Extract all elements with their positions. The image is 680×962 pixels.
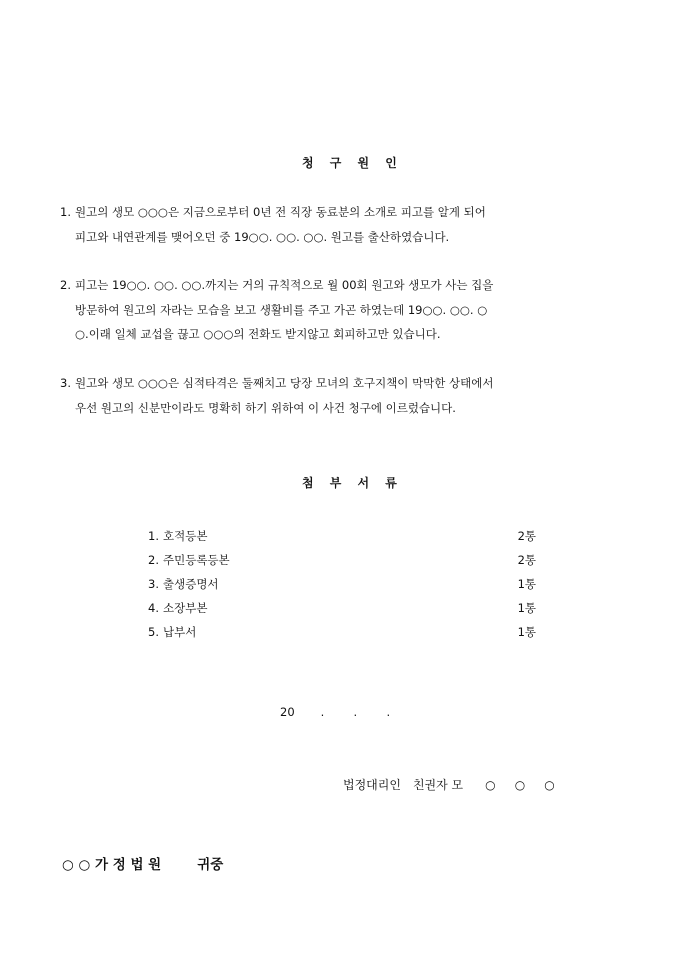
court-name: ○ ○ 가 정 법 원 <box>62 857 162 873</box>
attachment-name: 출생증명서 <box>163 577 219 591</box>
claim-paragraph-2 <box>60 273 635 347</box>
addressee-line <box>62 853 223 873</box>
attachment-item <box>148 526 536 546</box>
attachment-count: 2통 <box>517 529 536 543</box>
signer-name: ○ ○ ○ <box>485 778 555 792</box>
attachment-number: 5. <box>148 625 159 639</box>
paragraph-line: 피고는 19○○. ○○. ○○.까지는 거의 규칙적으로 월 00회 원고와 생모가 사는 집을 <box>75 278 494 292</box>
date-year-prefix: 20 <box>280 705 295 719</box>
signer-line <box>343 776 555 793</box>
paragraph-line: 방문하여 원고의 자라는 모습을 보고 생활비를 주고 가곤 하였는데 19○○. ○○. ○ <box>75 302 488 317</box>
paragraph-line: 원고와 생모 ○○○은 심적타격은 둘째치고 당장 모녀의 호구지책이 막막한 상태에서 <box>75 376 494 390</box>
attachment-count: 1통 <box>517 577 536 591</box>
paragraph-line: 피고와 내연관계를 맺어오던 중 19○○. ○○. ○○. 원고를 출산하였습니다. <box>75 229 450 244</box>
attachment-item <box>148 622 536 642</box>
date-separators: . . . <box>320 705 391 719</box>
attachment-count: 2통 <box>517 553 536 567</box>
paragraph-number: 2. <box>60 278 71 292</box>
signer-relation: 친권자 모 <box>412 778 464 792</box>
attachment-count: 1통 <box>517 601 536 615</box>
attachment-item <box>148 550 536 570</box>
paragraph-body <box>60 200 635 249</box>
attachment-number: 4. <box>148 601 159 615</box>
attachment-name: 납부서 <box>163 625 197 639</box>
attachment-item <box>148 598 536 618</box>
addressee-suffix: 귀중 <box>197 857 224 873</box>
paragraph-line: ○.이래 일체 교섭을 끊고 ○○○의 전화도 받지않고 회피하고만 있습니다. <box>75 327 441 341</box>
document-date <box>280 705 390 719</box>
attachment-number: 1. <box>148 529 159 543</box>
attachment-name: 소장부본 <box>163 601 208 615</box>
claim-paragraph-3 <box>60 371 635 420</box>
attachment-number: 3. <box>148 577 159 591</box>
attachment-count: 1통 <box>517 625 536 639</box>
attachment-number: 2. <box>148 553 159 567</box>
attachment-item <box>148 574 536 594</box>
signer-role: 법정대리인 <box>343 778 401 792</box>
attachment-name: 주민등록등본 <box>163 553 230 567</box>
section-title-claim-grounds: 청 구 원 인 <box>302 156 403 170</box>
attachment-name: 호적등본 <box>163 529 208 543</box>
paragraph-number: 3. <box>60 376 71 390</box>
claim-paragraph-1 <box>60 200 635 249</box>
paragraph-line: 원고의 생모 ○○○은 지금으로부터 0년 전 직장 동료분의 소개로 피고를 알게 되어 <box>75 205 486 219</box>
paragraph-number: 1. <box>60 205 71 219</box>
paragraph-body <box>60 371 635 420</box>
paragraph-line: 우선 원고의 신분만이라도 명확히 하기 위하여 이 사건 청구에 이르렀습니다. <box>75 400 456 415</box>
section-title-attachments: 첨 부 서 류 <box>302 476 403 490</box>
paragraph-body <box>60 273 635 347</box>
